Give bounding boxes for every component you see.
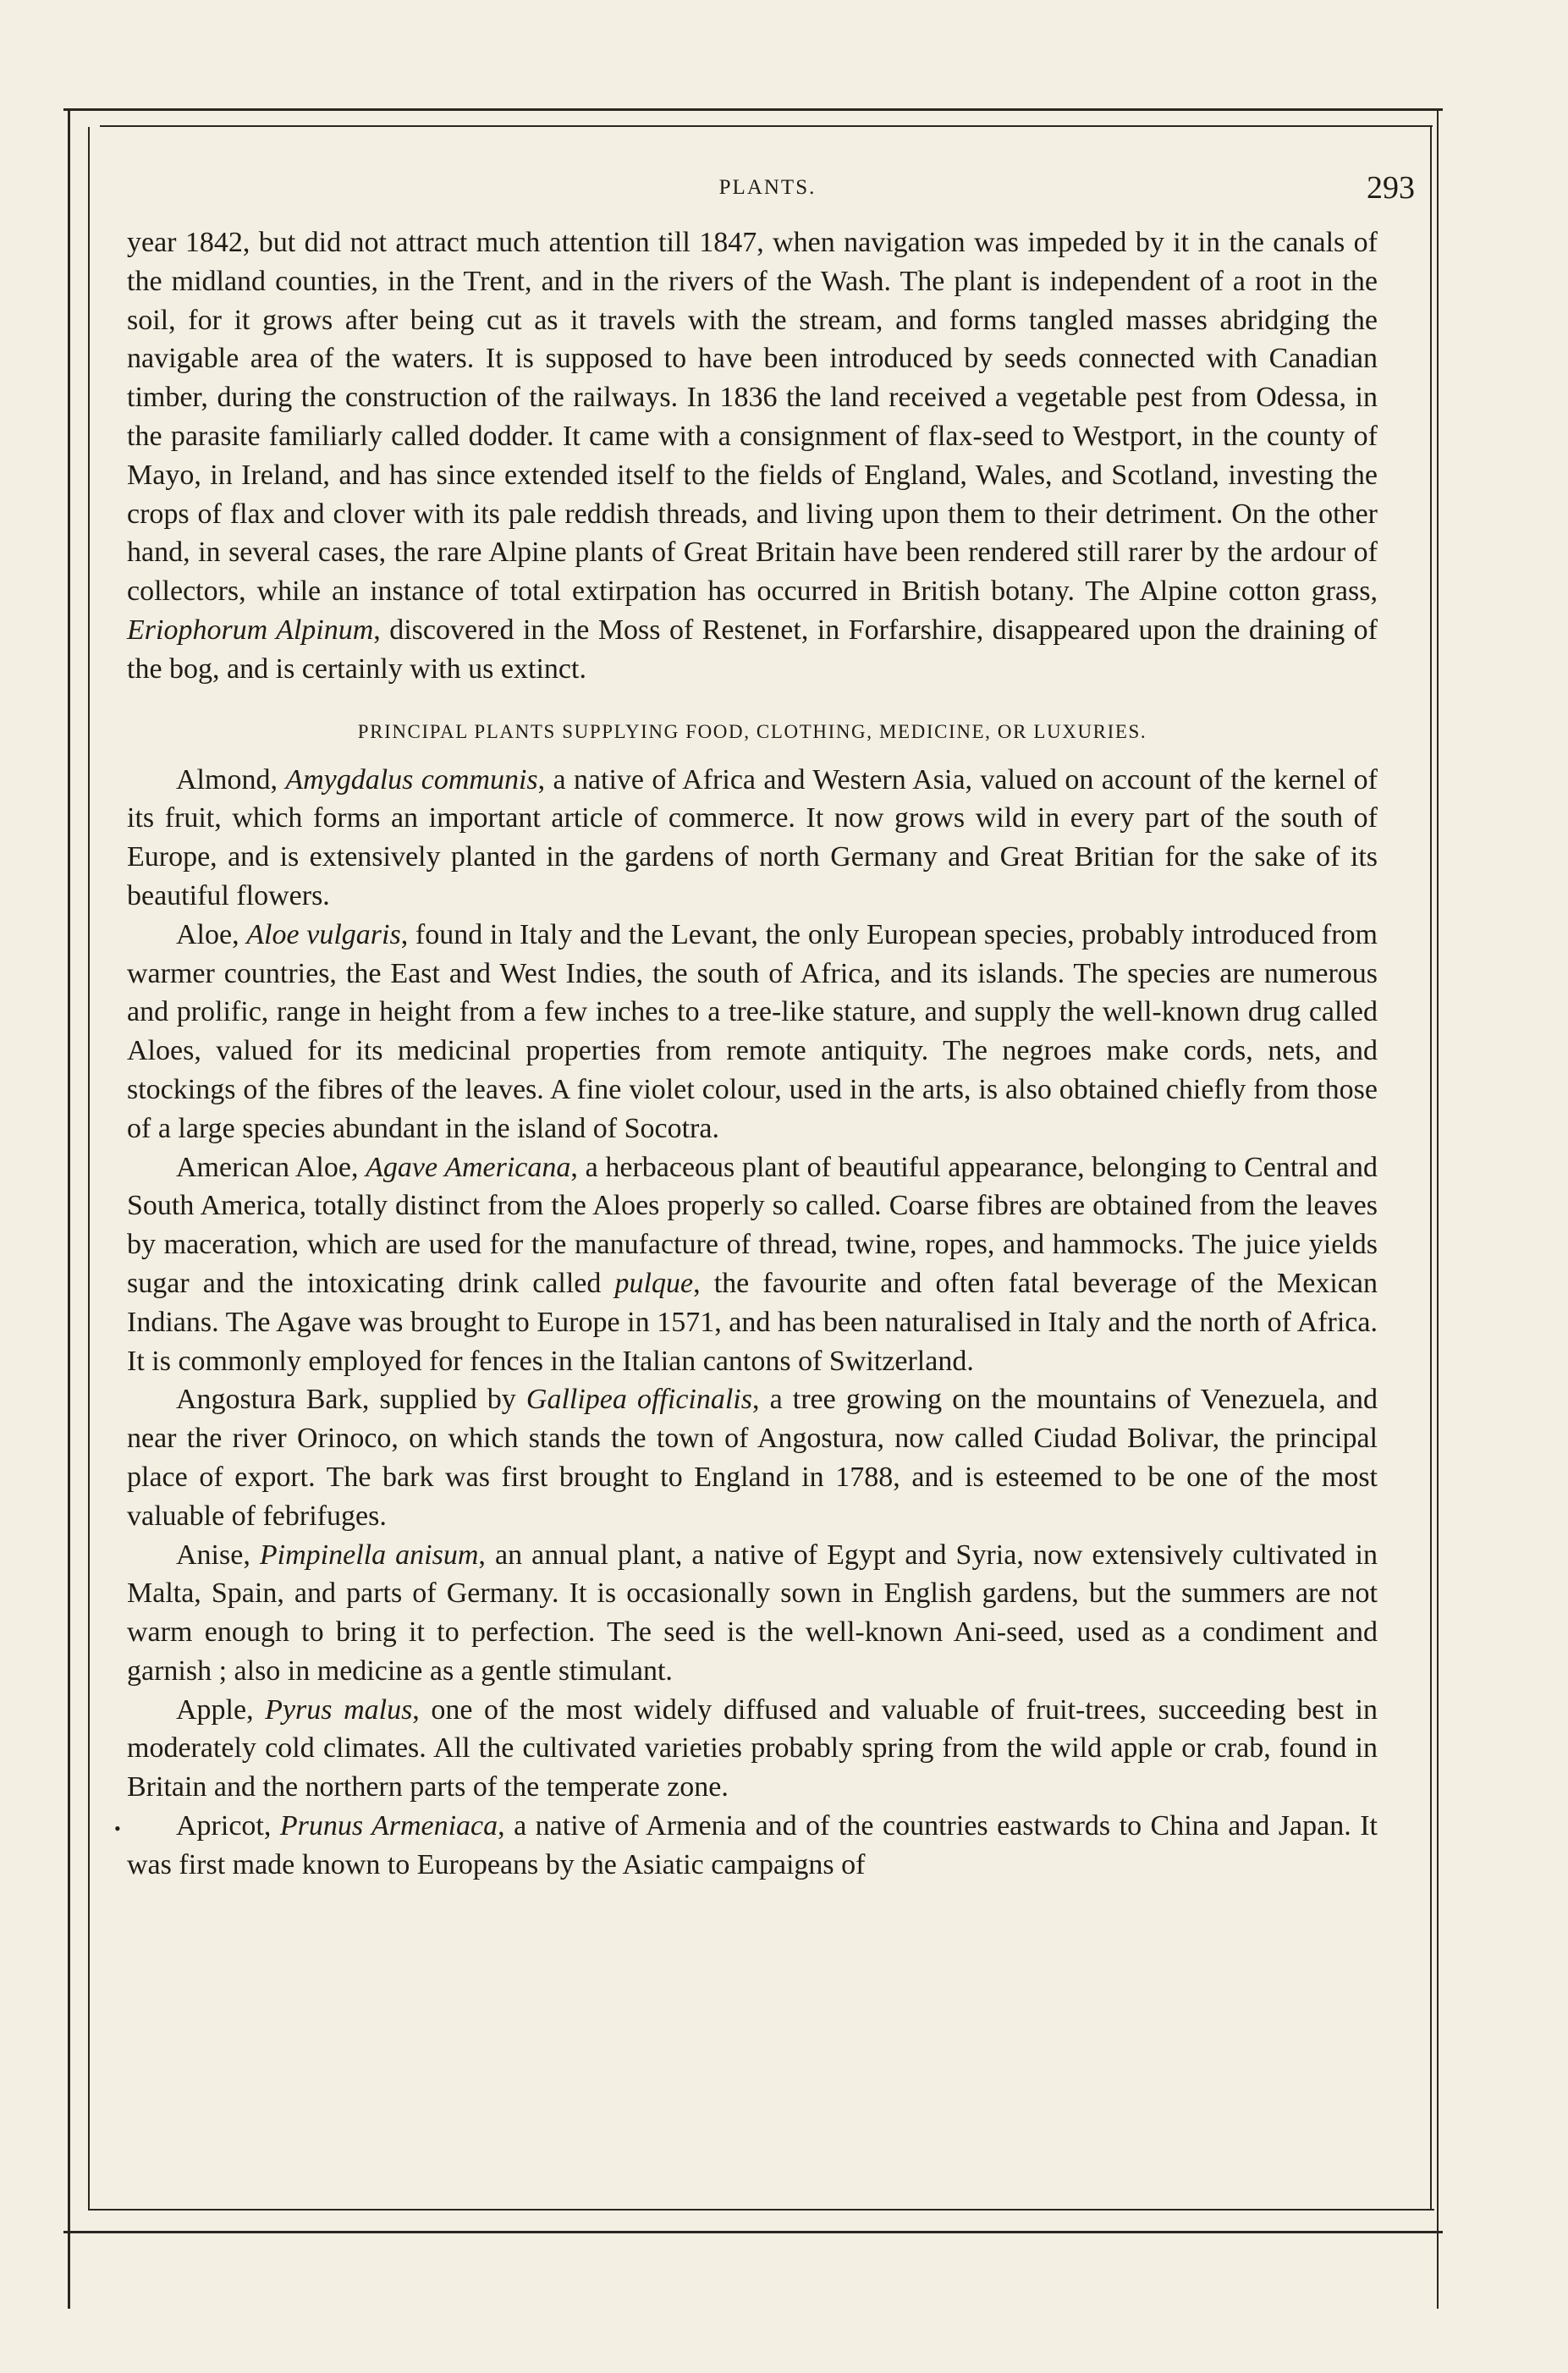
entry-name: Apricot, [176,1810,280,1842]
entry-text: , found in Italy and the Levant, the only European species, probably introduced from warmer countries, the East and West Indies, the south of Africa, and its islands. The species are numerous and prolific, range in height from a few inches to a tree-like stature, and supply the well-known drug called Aloes, valued for its medicinal properties from remote antiquity. The negroes make cords, nets, and stockings of the fibres of the leaves. A fine violet colour, used in the arts, is also obtained chiefly from those of a large species abundant in the island of Socotra. [127,918,1378,1144]
entry-text: , one of the most widely diffused and valuable of fruit-trees, succeeding best in moderately cold climates. All the cultivated varieties probably spring from the wild apple or crab, found in Britain and the northern parts of the temperate zone. [127,1693,1378,1803]
entry-latin-name: Agave Americana [366,1151,571,1183]
intro-text-2: , discovered in the Moss of Restenet, in Forfarshire, disappeared upon the draining of the bog, and is certainly with us extinct. [127,614,1378,685]
entry-latin-name: Gallipea officinalis [525,1384,752,1416]
entry-text-continued: , the favourite and often fatal beverage of the Mexican Indians. The Agave was brought to Europe in 1571, and has been naturalised in Italy and the north of Africa. It is commonly employed for fences in the Italian cantons of Switzerland. [127,1267,1378,1377]
intro-paragraph [127,223,1378,689]
entry-name: Anise, [176,1539,260,1571]
entry-name: American Aloe, [176,1151,366,1183]
entry-apple [127,1691,1378,1807]
entry-apricot [127,1807,1378,1885]
page-number: 293 [1367,170,1415,206]
running-head [120,168,1415,210]
text-body [127,223,1378,1885]
running-title: PLANTS. [718,176,817,199]
entry-latin-name: Amygdalus communis [285,763,538,796]
entry-text: , a tree growing on the mountains of Venezuela, and near the river Orinoco, on which stands the town of Angostura, now called Ciudad Bolivar, the principal place of export. The bark was first brought to England in 1788, and is esteemed to be one of the most valuable of febrifuges. [127,1384,1378,1532]
entry-aloe [127,916,1378,1148]
entry-name: Angostura Bark, supplied by [176,1384,526,1416]
entry-american-aloe [127,1148,1378,1381]
entry-latin-name: Prunus Armeniaca [279,1810,498,1842]
margin-dot-mark: • [114,1818,121,1839]
section-heading: PRINCIPAL PLANTS SUPPLYING FOOD, CLOTHING, MEDICINE, OR LUXURIES. [357,720,1147,742]
entry-text: , an annual plant, a native of Egypt and Syria, now extensively cultivated in Malta, Spain, and parts of Germany. It is occasionally sown in English gardens, but the summers are not warm enough to bring it to perfection. The seed is the well-known Ani-seed, used as a condiment and garnish ; also in medicine as a gentle stimulant. [127,1539,1378,1687]
entry-angostura-bark [127,1380,1378,1535]
entry-latin-name: Pimpinella anisum [259,1539,479,1571]
entry-text: , a herbaceous plant of beautiful appearance, belonging to Central and South America, totally distinct from the Aloes properly so called. Coarse fibres are obtained from the leaves by maceration, which are used for the manufacture of thread, twine, ropes, and hammocks. The juice yields sugar and the intoxicating drink called [127,1151,1378,1299]
entry-name: Aloe, [176,918,247,950]
entry-text: , a native of Armenia and of the countries eastwards to China and Japan. It was first made known to Europeans by the Asiatic campaigns of [127,1810,1378,1880]
entry-almond [127,761,1378,916]
entry-latin-name: Aloe vulgaris [246,918,401,950]
entry-name: Almond, [176,763,286,796]
entry-latin-name: Pyrus malus [265,1693,413,1726]
entry-text: , a native of Africa and Western Asia, valued on account of the kernel of its fruit, which forms an important article of commerce. It now grows wild in every part of the south of Europe, and is extensively planted in the gardens of north Germany and Great Britian for the sake of its beautiful flowers. [127,763,1378,911]
entry-anise [127,1536,1378,1691]
intro-text-1: year 1842, but did not attract much attention till 1847, when navigation was impeded by it in the canals of the midland counties, in the Trent, and in the rivers of the Wash. The plant is independent of a root in the soil, for it grows after being cut as it travels with the stream, and forms tangled masses abridging the navigable area of the waters. It is supposed to have been introduced by seeds connected with Canadian timber, during the construction of the railways. In 1836 the land received a vegetable pest from Odessa, in the parasite familiarly called dodder. It came with a consignment of flax-seed to Westport, in the county of Mayo, in Ireland, and has since extended itself to the fields of England, Wales, and Scotland, investing the crops of flax and clover with its pale reddish threads, and living upon them to their detriment. On the other hand, in several cases, the rare Alpine plants of Great Britain have been rendered still rarer by the ardour of collectors, while an instance of total extirpation has occurred in British botany. The Alpine cotton grass, [127,227,1378,608]
entry-name: Apple, [176,1693,266,1726]
entry-latin-term: pulque [614,1267,694,1299]
intro-latin-name: Eriophorum Alpinum [127,614,374,646]
